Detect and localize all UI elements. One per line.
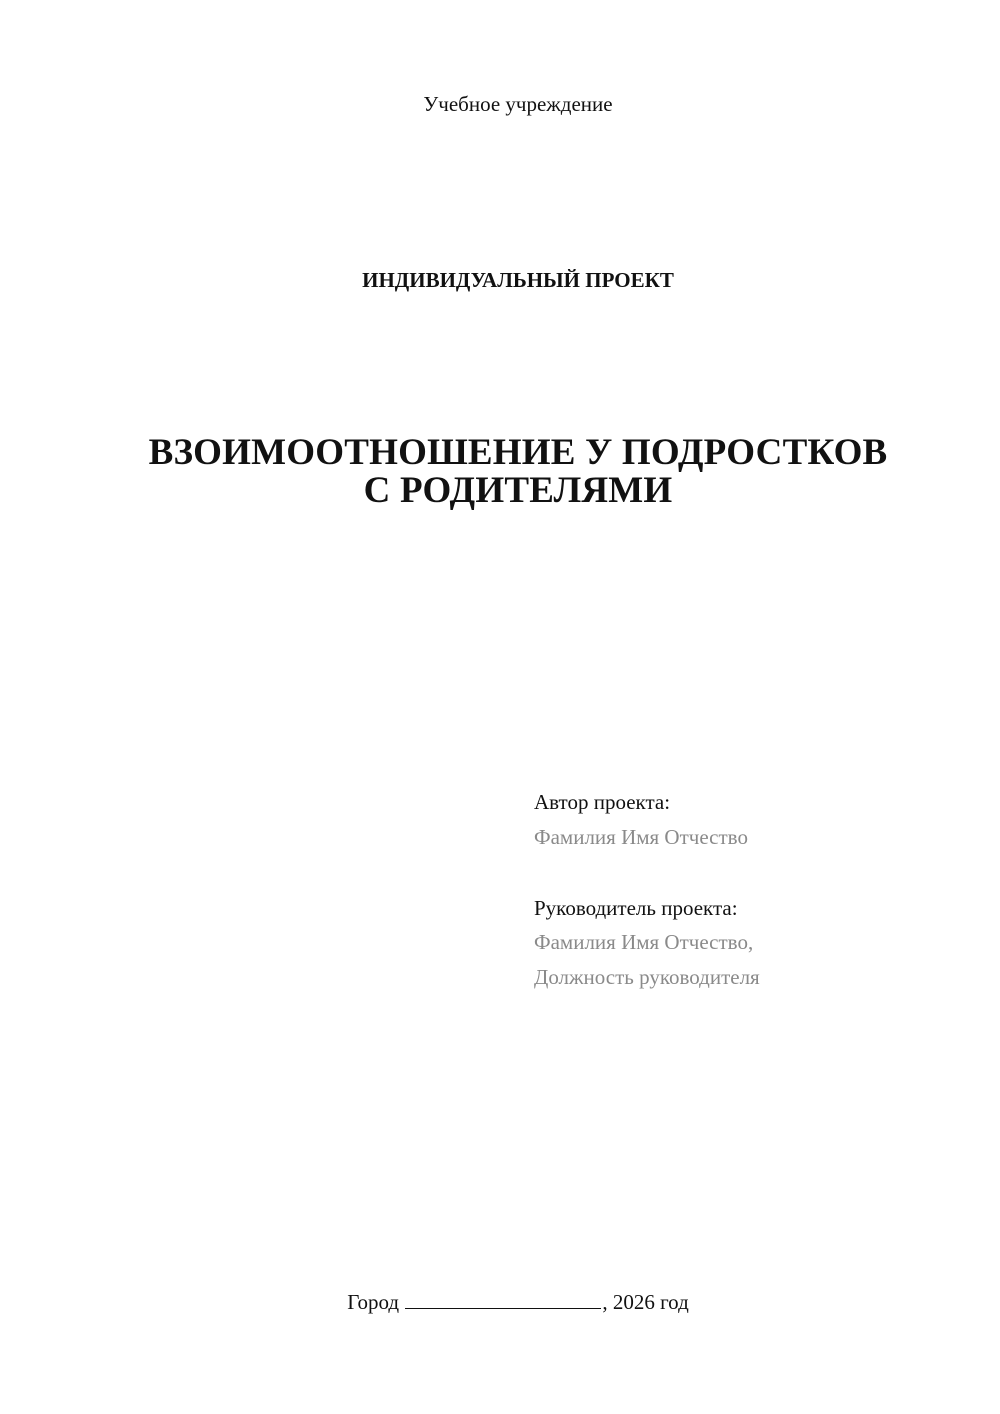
city-label: Город [347, 1290, 400, 1314]
author-name-placeholder: Фамилия Имя Отчество [534, 825, 748, 849]
city-blank-line [405, 1290, 601, 1309]
supervisor-name-placeholder: Фамилия Имя Отчество, [534, 930, 754, 954]
year-text: , 2026 год [602, 1290, 689, 1314]
author-label: Автор проекта: [534, 790, 671, 814]
project-title-line-2: С РОДИТЕЛЯМИ [363, 470, 673, 511]
document-type: ИНДИВИДУАЛЬНЫЙ ПРОЕКТ [362, 268, 674, 292]
institution-name: Учебное учреждение [423, 92, 613, 116]
project-title-line-1: ВЗОИМООТНОШЕНИЕ У ПОДРОСТКОВ [148, 432, 888, 473]
city-year-line [0, 1290, 1000, 1315]
supervisor-label: Руководитель проекта: [534, 896, 738, 920]
supervisor-position-placeholder: Должность руководителя [534, 965, 760, 989]
project-title [0, 434, 1000, 510]
